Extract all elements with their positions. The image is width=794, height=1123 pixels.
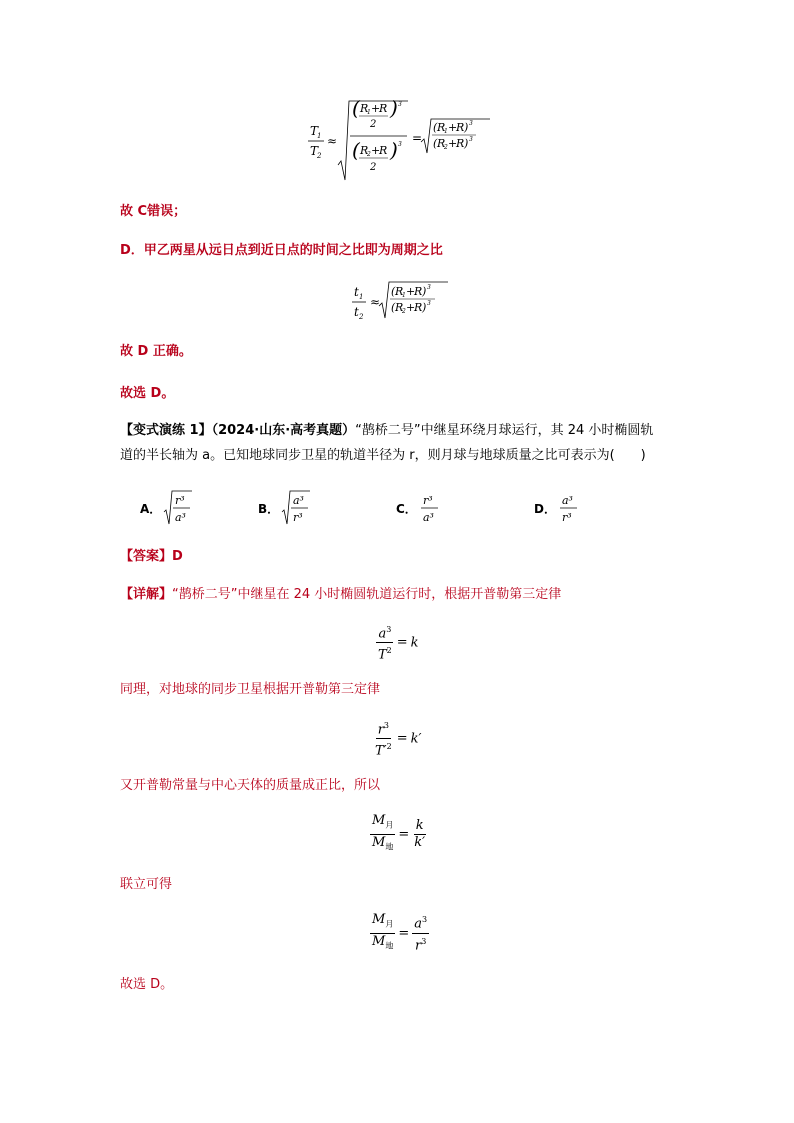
- svg-text:R: R: [395, 285, 404, 298]
- formula-kepler-earth: $\frac{r^3}{T'^2}$ = k′: [373, 718, 421, 760]
- svg-text:R: R: [360, 144, 369, 157]
- k-symbol: k: [410, 635, 419, 651]
- option-label: D．: [534, 501, 556, 516]
- svg-text:R: R: [456, 121, 465, 134]
- svg-text:T: T: [310, 124, 319, 138]
- option-b: [258, 486, 311, 530]
- question-block: [120, 418, 700, 468]
- svg-text:R: R: [414, 285, 423, 298]
- formula-mass-result: $\frac{M_月}{M_地}$ = $\frac{a^3}{r^3}$: [372, 912, 428, 953]
- svg-text:R: R: [360, 102, 369, 115]
- option-label: A．: [140, 501, 162, 516]
- svg-text:2: 2: [444, 144, 448, 151]
- svg-text:+: +: [406, 301, 416, 314]
- option-numerator: a³: [293, 494, 305, 507]
- svg-text:+: +: [448, 121, 458, 134]
- formula-time-ratio-svg: [348, 278, 458, 326]
- svg-text:1: 1: [359, 293, 364, 301]
- svg-text:): ): [422, 301, 427, 314]
- line-d-right: 故 D 正确。: [120, 344, 192, 359]
- svg-text:3: 3: [427, 300, 431, 307]
- line-c-wrong: 故 C错误；: [120, 204, 187, 219]
- svg-text:1: 1: [367, 109, 371, 116]
- svg-text:3: 3: [398, 141, 402, 148]
- svg-text:1: 1: [402, 292, 406, 299]
- svg-text:≈: ≈: [370, 295, 381, 309]
- option-c: [396, 486, 441, 530]
- option-formula: [419, 488, 441, 528]
- frac-mass: $\frac{M_月}{M_地}$: [372, 813, 394, 852]
- formula-mass-k: $\frac{M_月}{M_地}$ = $\frac{k}{k'}$: [370, 813, 427, 855]
- frac-mass-2: $\frac{M_月}{M_地}$: [372, 912, 394, 951]
- formula-period-ratio: [300, 95, 500, 190]
- question-source: （2024·山东·高考真题）: [211, 423, 356, 438]
- option-numerator: r³: [175, 494, 185, 507]
- svg-text:+: +: [371, 102, 381, 115]
- question-text-1: “鹊桥二号”中继星环绕月球运行，其 24 小时椭圆轨: [355, 423, 654, 438]
- formula-kepler-moon: $\frac{a^3}{T^2}$ = k: [376, 622, 419, 664]
- svg-text:R: R: [414, 301, 423, 314]
- svg-text:+: +: [448, 137, 458, 150]
- formula-period-ratio-svg: [300, 95, 500, 190]
- svg-text:): ): [464, 137, 469, 150]
- k-prime-symbol: k′: [410, 731, 422, 747]
- svg-text:+: +: [371, 144, 381, 157]
- frac-r3-T2prime: $\frac{r^3}{T'^2}$: [373, 718, 394, 760]
- svg-text:R: R: [395, 301, 404, 314]
- line-d-statement: D．甲乙两星从远日点到近日点的时间之比即为周期之比: [120, 243, 443, 258]
- svg-text:): ): [390, 96, 398, 120]
- option-formula: [558, 488, 580, 528]
- svg-text:1: 1: [444, 128, 448, 135]
- svg-text:3: 3: [398, 101, 402, 108]
- answer-value: D: [172, 549, 183, 564]
- same-line: 同理，对地球的同步卫星根据开普勒第三定律: [120, 682, 381, 697]
- detail-label: 【详解】: [120, 587, 173, 602]
- svg-text:=: =: [412, 131, 423, 145]
- svg-text:(: (: [352, 138, 360, 162]
- svg-text:): ): [390, 138, 398, 162]
- option-denominator: r³: [561, 511, 572, 524]
- kepler-line: 又开普勒常量与中心天体的质量成正比，所以: [120, 778, 381, 793]
- svg-text:+: +: [406, 285, 416, 298]
- svg-text:2: 2: [402, 308, 406, 315]
- svg-text:t: t: [354, 305, 359, 319]
- svg-text:): ): [464, 121, 469, 134]
- svg-text:(: (: [352, 96, 360, 120]
- svg-text:R: R: [456, 137, 465, 150]
- svg-text:2: 2: [359, 313, 364, 321]
- option-denominator: a³: [175, 511, 187, 524]
- option-numerator: r³: [422, 494, 433, 507]
- line-choose-2: 故选 D。: [120, 977, 174, 992]
- option-formula: [281, 488, 311, 528]
- svg-text:(: (: [391, 285, 396, 298]
- svg-text:t: t: [354, 285, 359, 299]
- svg-text:R: R: [379, 144, 388, 157]
- question-text-2: 道的半长轴为 a。已知地球同步卫星的轨道半径为 r，则月球与地球质量之比可表示为( ): [120, 448, 646, 463]
- options-row: [140, 486, 600, 530]
- svg-text:1: 1: [317, 132, 322, 140]
- svg-text:3: 3: [469, 120, 473, 127]
- svg-text:2: 2: [370, 162, 377, 173]
- answer-label: 【答案】: [120, 549, 173, 564]
- option-denominator: a³: [422, 511, 434, 524]
- combine-line: 联立可得: [120, 877, 173, 892]
- svg-text:(: (: [433, 137, 438, 150]
- line-choose-1: 故选 D。: [120, 386, 175, 401]
- svg-text:3: 3: [469, 136, 473, 143]
- detail-text: “鹊桥二号”中继星在 24 小时椭圆轨道运行时，根据开普勒第三定律: [172, 587, 562, 602]
- svg-text:): ): [422, 285, 427, 298]
- option-a: [140, 486, 193, 530]
- answer-line: [120, 545, 700, 569]
- question-head: 【变式演练 1】: [120, 423, 212, 438]
- formula-time-ratio: [348, 278, 458, 326]
- option-label: C．: [396, 501, 417, 516]
- svg-text:2: 2: [317, 152, 322, 160]
- svg-text:≈: ≈: [327, 134, 338, 148]
- detail-line: [120, 583, 700, 607]
- frac-k: $\frac{k}{k'}$: [414, 817, 426, 850]
- svg-text:T: T: [310, 144, 319, 158]
- option-formula: [163, 488, 193, 528]
- svg-text:2: 2: [370, 119, 377, 130]
- svg-text:(: (: [391, 301, 396, 314]
- option-numerator: a³: [561, 494, 573, 507]
- frac-a3-r3: $\frac{a^3}{r^3}$: [412, 912, 429, 954]
- svg-text:R: R: [437, 137, 446, 150]
- svg-text:(: (: [433, 121, 438, 134]
- frac-a3-T2: $\frac{a^3}{T^2}$: [376, 622, 394, 664]
- svg-text:2: 2: [367, 151, 371, 158]
- svg-text:R: R: [379, 102, 388, 115]
- svg-text:3: 3: [427, 284, 431, 291]
- option-denominator: r³: [293, 511, 303, 524]
- option-label: B．: [258, 501, 280, 516]
- svg-text:R: R: [437, 121, 446, 134]
- option-d: [534, 486, 580, 530]
